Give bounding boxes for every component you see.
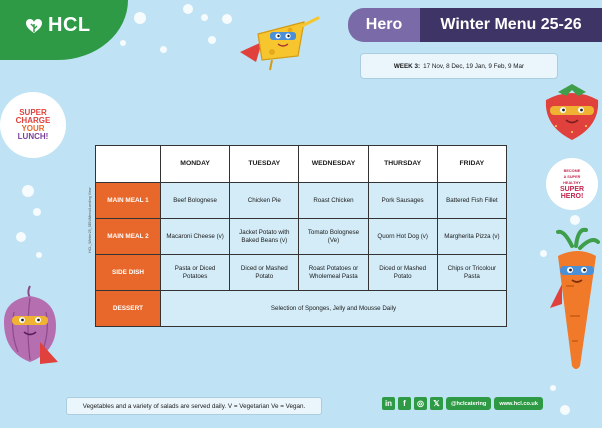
menu-cell: Diced or Mashed Potato — [230, 255, 299, 291]
menu-cell: Margherita Pizza (v) — [437, 219, 506, 255]
menu-cell: Beef Bolognese — [161, 183, 230, 219]
bubble — [222, 14, 232, 24]
table-corner-cell — [96, 146, 161, 183]
menu-cell: Pasta or Diced Potatoes — [161, 255, 230, 291]
menu-cell: Jacket Potato with Baked Beans (v) — [230, 219, 299, 255]
day-header: WEDNESDAY — [299, 146, 368, 183]
day-header: FRIDAY — [437, 146, 506, 183]
menu-title: Winter Menu 25-26 — [420, 8, 602, 42]
menu-cell: Diced or Mashed Potato — [368, 255, 437, 291]
bubble — [36, 252, 42, 258]
week-dates: 17 Nov, 8 Dec, 19 Jan, 9 Feb, 9 Mar — [423, 62, 525, 70]
sticker-line: SUPER — [559, 186, 585, 193]
menu-cell: Roast Potatoes or Wholemeal Pasta — [299, 255, 368, 291]
day-header: THURSDAY — [368, 146, 437, 183]
menu-cell: Pork Sausages — [368, 183, 437, 219]
menu-table — [95, 145, 507, 327]
sticker-line: CHARGE — [15, 116, 51, 125]
carrot-hero-character — [548, 226, 602, 376]
bubble — [550, 385, 556, 391]
sticker-line: A SUPER — [563, 175, 581, 179]
strawberry-hero-character — [538, 82, 602, 144]
menu-cell: Battered Fish Fillet — [437, 183, 506, 219]
row-label: DESSERT — [96, 291, 161, 327]
menu-cell: Macaroni Cheese (v) — [161, 219, 230, 255]
footnote: Vegetables and a variety of salads are served daily. V = Vegetarian Ve = Vegan. — [66, 397, 322, 415]
hero-label: Hero — [348, 8, 420, 42]
dessert-cell: Selection of Sponges, Jelly and Mousse Daily — [161, 291, 507, 327]
menu-cell: Quorn Hot Dog (v) — [368, 219, 437, 255]
bubble — [570, 215, 580, 225]
row-label: MAIN MEAL 1 — [96, 183, 161, 219]
bubble — [201, 14, 208, 21]
menu-cell: Tomato Bolognese (Ve) — [299, 219, 368, 255]
sticker-line: HERO! — [560, 193, 584, 200]
facebook-icon[interactable]: f — [398, 397, 411, 410]
bubble — [16, 232, 26, 242]
table-row — [96, 291, 507, 327]
table-row — [96, 255, 507, 291]
bubble — [33, 208, 41, 216]
social-links — [382, 397, 543, 410]
x-icon[interactable]: 𝕏 — [430, 397, 443, 410]
menu-cell: Chicken Pie — [230, 183, 299, 219]
document-code: HCL_Winter25_SEN/Menu/Landing View — [88, 187, 92, 253]
bubble — [22, 185, 34, 197]
bubble — [560, 405, 570, 415]
menu-cell: Chips or Tricolour Pasta — [437, 255, 506, 291]
sticker-line: BECOME — [563, 169, 581, 173]
table-row — [96, 219, 507, 255]
bubble — [134, 12, 146, 24]
week-label: WEEK 3: — [393, 62, 421, 70]
sticker-line: SUPER — [19, 108, 47, 117]
website-link[interactable]: www.hcl.co.uk — [494, 397, 543, 410]
table-header-row — [96, 146, 507, 183]
logo-text: HCL — [48, 14, 91, 36]
sticker-line: YOUR — [21, 124, 45, 133]
bubble — [540, 250, 547, 257]
menu-table-wrapper — [95, 145, 507, 327]
leaf-heart-icon — [24, 16, 44, 36]
linkedin-icon[interactable]: in — [382, 397, 395, 410]
day-header: MONDAY — [161, 146, 230, 183]
sticker-line: LUNCH! — [17, 132, 49, 141]
table-row — [96, 183, 507, 219]
sticker-line: HEALTHY — [563, 181, 581, 185]
bubble — [160, 46, 167, 53]
cheese-hero-character — [232, 12, 324, 72]
menu-cell: Roast Chicken — [299, 183, 368, 219]
become-super-hero-sticker — [546, 158, 598, 210]
bubble — [120, 40, 126, 46]
bubble — [208, 36, 216, 44]
bubble — [183, 4, 193, 14]
row-label: SIDE DISH — [96, 255, 161, 291]
instagram-icon[interactable]: ◎ — [414, 397, 427, 410]
hcl-logo — [24, 14, 91, 37]
social-handle[interactable]: @hclcatering — [446, 397, 491, 410]
row-label: MAIN MEAL 2 — [96, 219, 161, 255]
onion-hero-character — [0, 282, 62, 370]
super-charge-sticker — [0, 92, 66, 158]
week-dates-box — [360, 53, 558, 79]
day-header: TUESDAY — [230, 146, 299, 183]
